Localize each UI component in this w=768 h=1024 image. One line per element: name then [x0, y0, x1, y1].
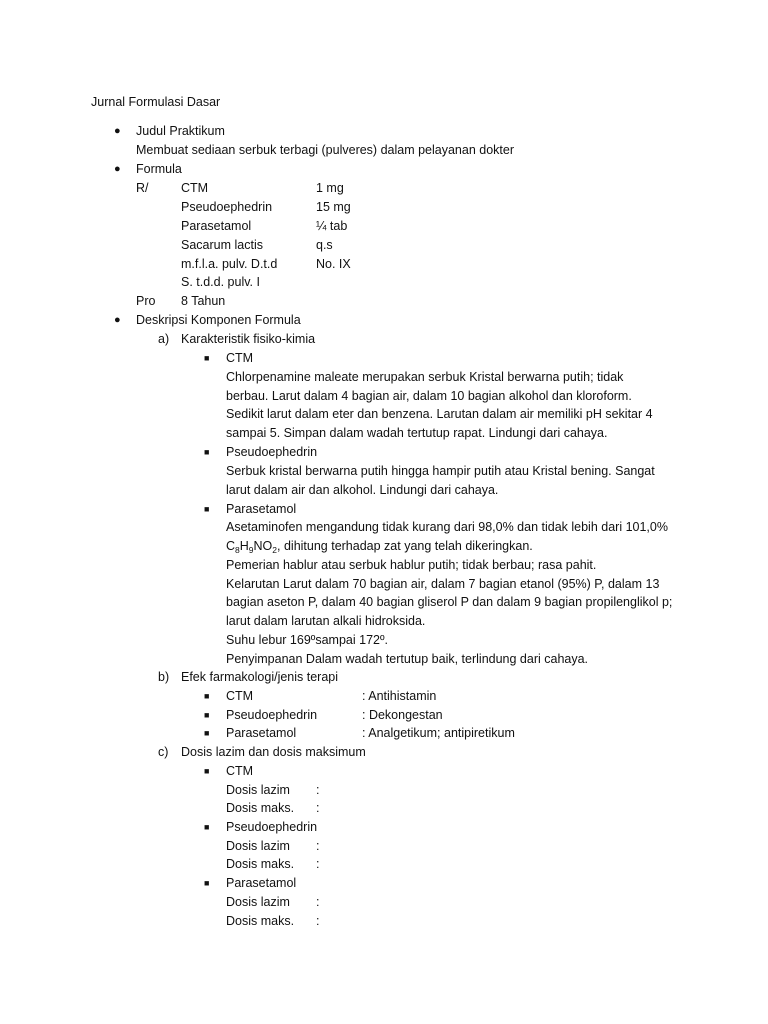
colon: : [316, 895, 320, 909]
formula-item-name: CTM [181, 181, 209, 195]
square-bullet-icon: ■ [204, 710, 210, 720]
formula-item-name: Sacarum lactis [181, 238, 263, 252]
description-line: Sedikit larut dalam eter dan benzena. Larutan dalam air memiliki pH sekitar 4 [226, 407, 653, 421]
dosis-maks-label: Dosis maks. [226, 914, 295, 928]
section-marker: b) [158, 670, 170, 684]
formula-item-name: S. t.d.d. pulv. I [181, 275, 260, 289]
formula-item-amount: No. IX [316, 257, 351, 271]
square-bullet-icon: ■ [204, 504, 210, 514]
description-text: , dihitung terhadap zat yang telah dikeringkan. [277, 539, 533, 553]
square-bullet-icon: ■ [204, 822, 210, 832]
dosis-lazim-label: Dosis lazim [226, 895, 290, 909]
component-name: Parasetamol [226, 502, 297, 516]
section-c-label: Dosis lazim dan dosis maksimum [181, 745, 366, 759]
square-bullet-icon: ■ [204, 728, 210, 738]
colon: : [316, 783, 320, 797]
formula-label: Formula [136, 162, 182, 176]
bullet-icon: ● [114, 314, 121, 326]
colon: : [316, 839, 320, 853]
colon: : [316, 857, 320, 871]
judul-label: Judul Praktikum [136, 124, 225, 138]
square-bullet-icon: ■ [204, 447, 210, 457]
description-line: berbau. Larut dalam 4 bagian air, dalam 10 bagian alkohol dan kloroform. [226, 389, 632, 403]
section-a-label: Karakteristik fisiko-kimia [181, 332, 316, 346]
formula-element: H [239, 539, 249, 553]
description-line: Serbuk kristal berwarna putih hingga hampir putih atau Kristal bening. Sangat [226, 464, 655, 478]
therapy-value: : Analgetikum; antipiretikum [362, 726, 515, 740]
formula-item-name: Parasetamol [181, 219, 252, 233]
formula-item-amount: ¼ tab [316, 219, 348, 233]
description-line: sampai 5. Simpan dalam wadah tertutup rapat. Lindungi dari cahaya. [226, 426, 608, 440]
chemical-formula-line [226, 537, 533, 556]
formula-subscript: 2 [272, 545, 278, 555]
section-marker: c) [158, 745, 169, 759]
component-name: CTM [226, 764, 254, 778]
component-name: Pseudoephedrin [226, 708, 318, 722]
bullet-icon: ● [114, 125, 121, 137]
component-name: Pseudoephedrin [226, 820, 318, 834]
formula-item-amount: 1 mg [316, 181, 344, 195]
dosis-maks-label: Dosis maks. [226, 857, 295, 871]
component-name: CTM [226, 689, 254, 703]
square-bullet-icon: ■ [204, 766, 210, 776]
description-line: Asetaminofen mengandung tidak kurang dari 98,0% dan tidak lebih dari 101,0% [226, 520, 668, 534]
formula-subscript: 8 [235, 545, 240, 555]
colon: : [316, 801, 320, 815]
description-line: Pemerian hablur atau serbuk hablur putih; tidak berbau; rasa pahit. [226, 558, 597, 572]
document-title: Jurnal Formulasi Dasar [91, 95, 221, 109]
formula-item-amount: q.s [316, 238, 333, 252]
dosis-maks-label: Dosis maks. [226, 801, 295, 815]
description-line: larut dalam larutan alkali hidroksida. [226, 614, 426, 628]
judul-text: Membuat sediaan serbuk terbagi (pulveres) dalam pelayanan dokter [136, 143, 514, 157]
formula-subscript: 9 [248, 545, 254, 555]
bullet-icon: ● [114, 163, 121, 175]
square-bullet-icon: ■ [204, 878, 210, 888]
component-name: CTM [226, 351, 254, 365]
pro-label: Pro [136, 294, 156, 308]
pro-value: 8 Tahun [181, 294, 226, 308]
component-name: Parasetamol [226, 726, 297, 740]
formula-item-name: m.f.l.a. pulv. D.t.d [181, 257, 278, 271]
therapy-value: : Dekongestan [362, 708, 443, 722]
therapy-value: : Antihistamin [362, 689, 437, 703]
formula-item-amount: 15 mg [316, 200, 351, 214]
formula-element: NO [253, 539, 273, 553]
formula-element: C [226, 539, 236, 553]
description-line: Penyimpanan Dalam wadah tertutup baik, terlindung dari cahaya. [226, 652, 589, 666]
description-line: Kelarutan Larut dalam 70 bagian air, dalam 7 bagian etanol (95%) P, dalam 13 [226, 577, 660, 591]
square-bullet-icon: ■ [204, 353, 210, 363]
description-line: larut dalam air dan alkohol. Lindungi dari cahaya. [226, 483, 499, 497]
dosis-lazim-label: Dosis lazim [226, 783, 290, 797]
section-marker: a) [158, 332, 170, 346]
colon: : [316, 914, 320, 928]
formula-item-name: Pseudoephedrin [181, 200, 273, 214]
component-name: Parasetamol [226, 876, 297, 890]
recipe-symbol: R/ [136, 181, 149, 195]
description-line: Chlorpenamine maleate merupakan serbuk Kristal berwarna putih; tidak [226, 370, 624, 384]
section-b-label: Efek farmakologi/jenis terapi [181, 670, 339, 684]
square-bullet-icon: ■ [204, 691, 210, 701]
component-name: Pseudoephedrin [226, 445, 318, 459]
deskripsi-label: Deskripsi Komponen Formula [136, 313, 301, 327]
description-line: Suhu lebur 169ºsampai 172º. [226, 633, 389, 647]
dosis-lazim-label: Dosis lazim [226, 839, 290, 853]
description-line: bagian aseton P, dalam 40 bagian gliserol P dan dalam 9 bagian propilenglikol p; [226, 595, 673, 609]
